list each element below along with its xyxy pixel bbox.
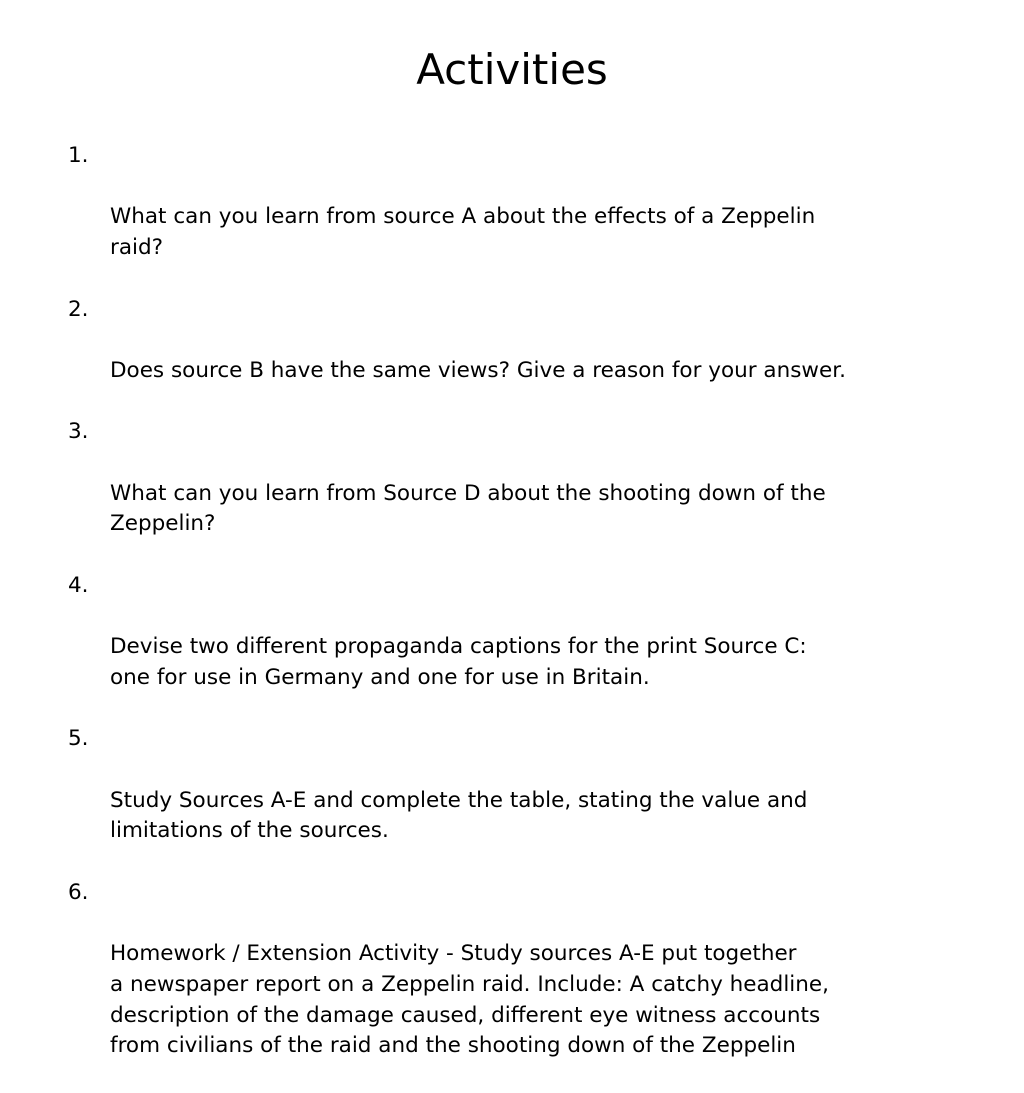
slide-title: Activities	[416, 45, 608, 94]
activity-number: 1.	[68, 143, 89, 168]
activity-text: Homework / Extension Activity - Study sources A-E put together a newspaper report on a Zeppelin raid. Include: A catchy headline, description of the damage caused, different eye witness accounts from civilians of the raid and the shooting down of the Zeppelin	[110, 941, 829, 1059]
activity-item-3	[68, 417, 928, 540]
activity-text: Study Sources A-E and complete the table, stating the value and limitations of the sources.	[110, 787, 808, 844]
activity-number: 2.	[68, 296, 89, 322]
activity-number: 5.	[68, 726, 89, 752]
activity-item-5	[68, 724, 928, 847]
activity-list	[68, 141, 928, 1093]
activity-text: Devise two different propaganda captions for the print Source C: one for use in Germany and one for use in Britain.	[110, 634, 807, 690]
activity-text: What can you learn from source A about the effects of a Zeppelin raid?	[110, 204, 816, 261]
activity-item-2	[68, 295, 928, 387]
activity-number: 6.	[68, 879, 89, 905]
activity-item-6	[68, 878, 928, 1062]
activity-text: What can you learn from Source D about the shooting down of the Zeppelin?	[110, 480, 826, 537]
activity-number: 3.	[68, 419, 89, 445]
activity-text: Does source B have the same views? Give a reason for your answer.	[110, 357, 846, 383]
activity-item-4	[68, 571, 928, 694]
activity-item-1	[68, 141, 928, 264]
activity-number: 4.	[68, 572, 89, 598]
